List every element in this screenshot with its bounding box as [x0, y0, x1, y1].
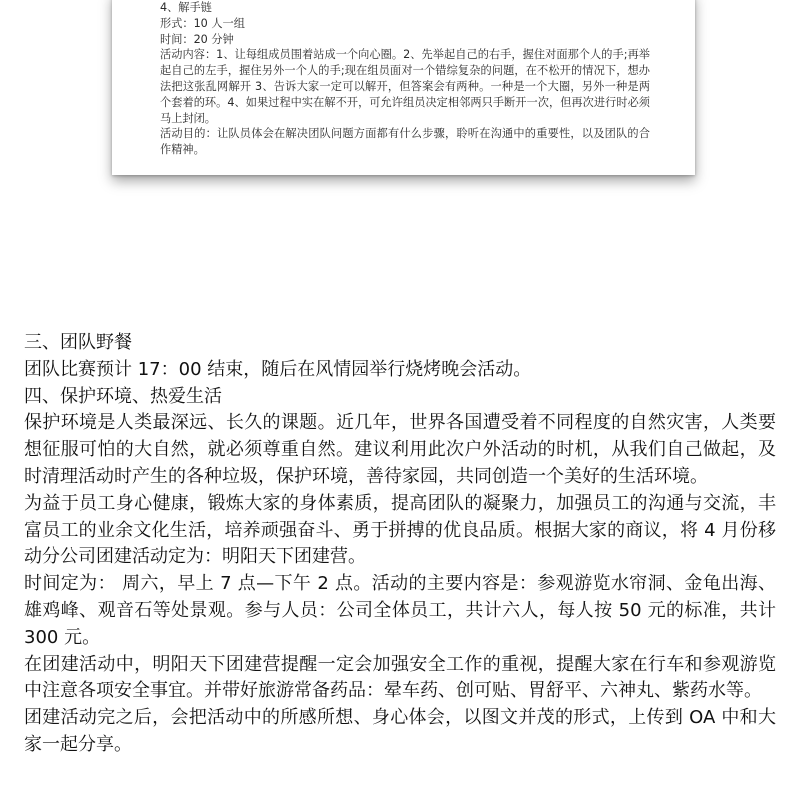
- card-activity-purpose: 活动目的：让队员体会在解决团队问题方面都有什么步骤，聆听在沟通中的重要性，以及团队的合作精神。: [160, 127, 650, 157]
- document-body: [24, 330, 776, 759]
- embedded-document-card: [112, 0, 695, 175]
- card-text: [160, 0, 650, 158]
- section-heading-environment: 四、保护环境、热爱生活: [24, 385, 222, 407]
- card-line-time: 时间：20 分钟: [160, 32, 234, 46]
- paragraph-schedule: 时间定为： 周六，早上 7 点—下午 2 点。活动的主要内容是：参观游览水帘洞、金龟出海、雄鸡峰、观音石等处景观。参与人员：公司全体员工，共计六人，每人按 50 元的标准，共计 300 元。: [24, 573, 776, 648]
- paragraph-safety: 在团建活动中，明阳天下团建营提醒一定会加强安全工作的重视，提醒大家在行车和参观游览中注意各项安全事宜。并带好旅游常备药品：晕车药、创可贴、胃舒平、六神丸、紫药水等。: [24, 653, 776, 702]
- paragraph-picnic: 团队比赛预计 17：00 结束，随后在风情园举行烧烤晚会活动。: [24, 358, 532, 380]
- paragraph-environment: 保护环境是人类最深远、长久的课题。近几年，世界各国遭受着不同程度的自然灾害，人类要想征服可怕的大自然，就必须尊重自然。建议利用此次户外活动的时机，从我们自己做起，及时清理活动时产生的各种垃圾，保护环境，善待家园，共同创造一个美好的生活环境。: [24, 412, 776, 487]
- card-line-title: 4、解手链: [160, 1, 212, 14]
- paragraph-purpose: 为益于员工身心健康，锻炼大家的身体素质，提高团队的凝聚力，加强员工的沟通与交流，丰富员工的业余文化生活，培养顽强奋斗、勇于拼搏的优良品质。根据大家的商议，将 4 月份移动分公司团建活动定为：明阳天下团建营。: [24, 492, 776, 568]
- section-heading-picnic: 三、团队野餐: [24, 332, 132, 353]
- card-activity-content: 活动内容：1、让每组成员围着站成一个向心圈。2、先举起自己的右手，握住对面那个人的手;再举起自己的左手，握住另外一个人的手;现在组员面对一个错综复杂的问题，在不松开的情况下，想办法把这张乱网解开 3、告诉大家一定可以解开，但答案会有两种。一种是一个大圈，另外一种是两个套着的环。4、如果过程中实在解不开，可允许组员决定相邻两只手断开一次，但再次进行时必须马上封闭。: [160, 48, 650, 125]
- paragraph-sharing: 团建活动完之后，会把活动中的所感所想、身心体会，以图文并茂的形式，上传到 OA 中和大家一起分享。: [24, 707, 776, 755]
- card-line-format: 形式：10 人一组: [160, 16, 245, 30]
